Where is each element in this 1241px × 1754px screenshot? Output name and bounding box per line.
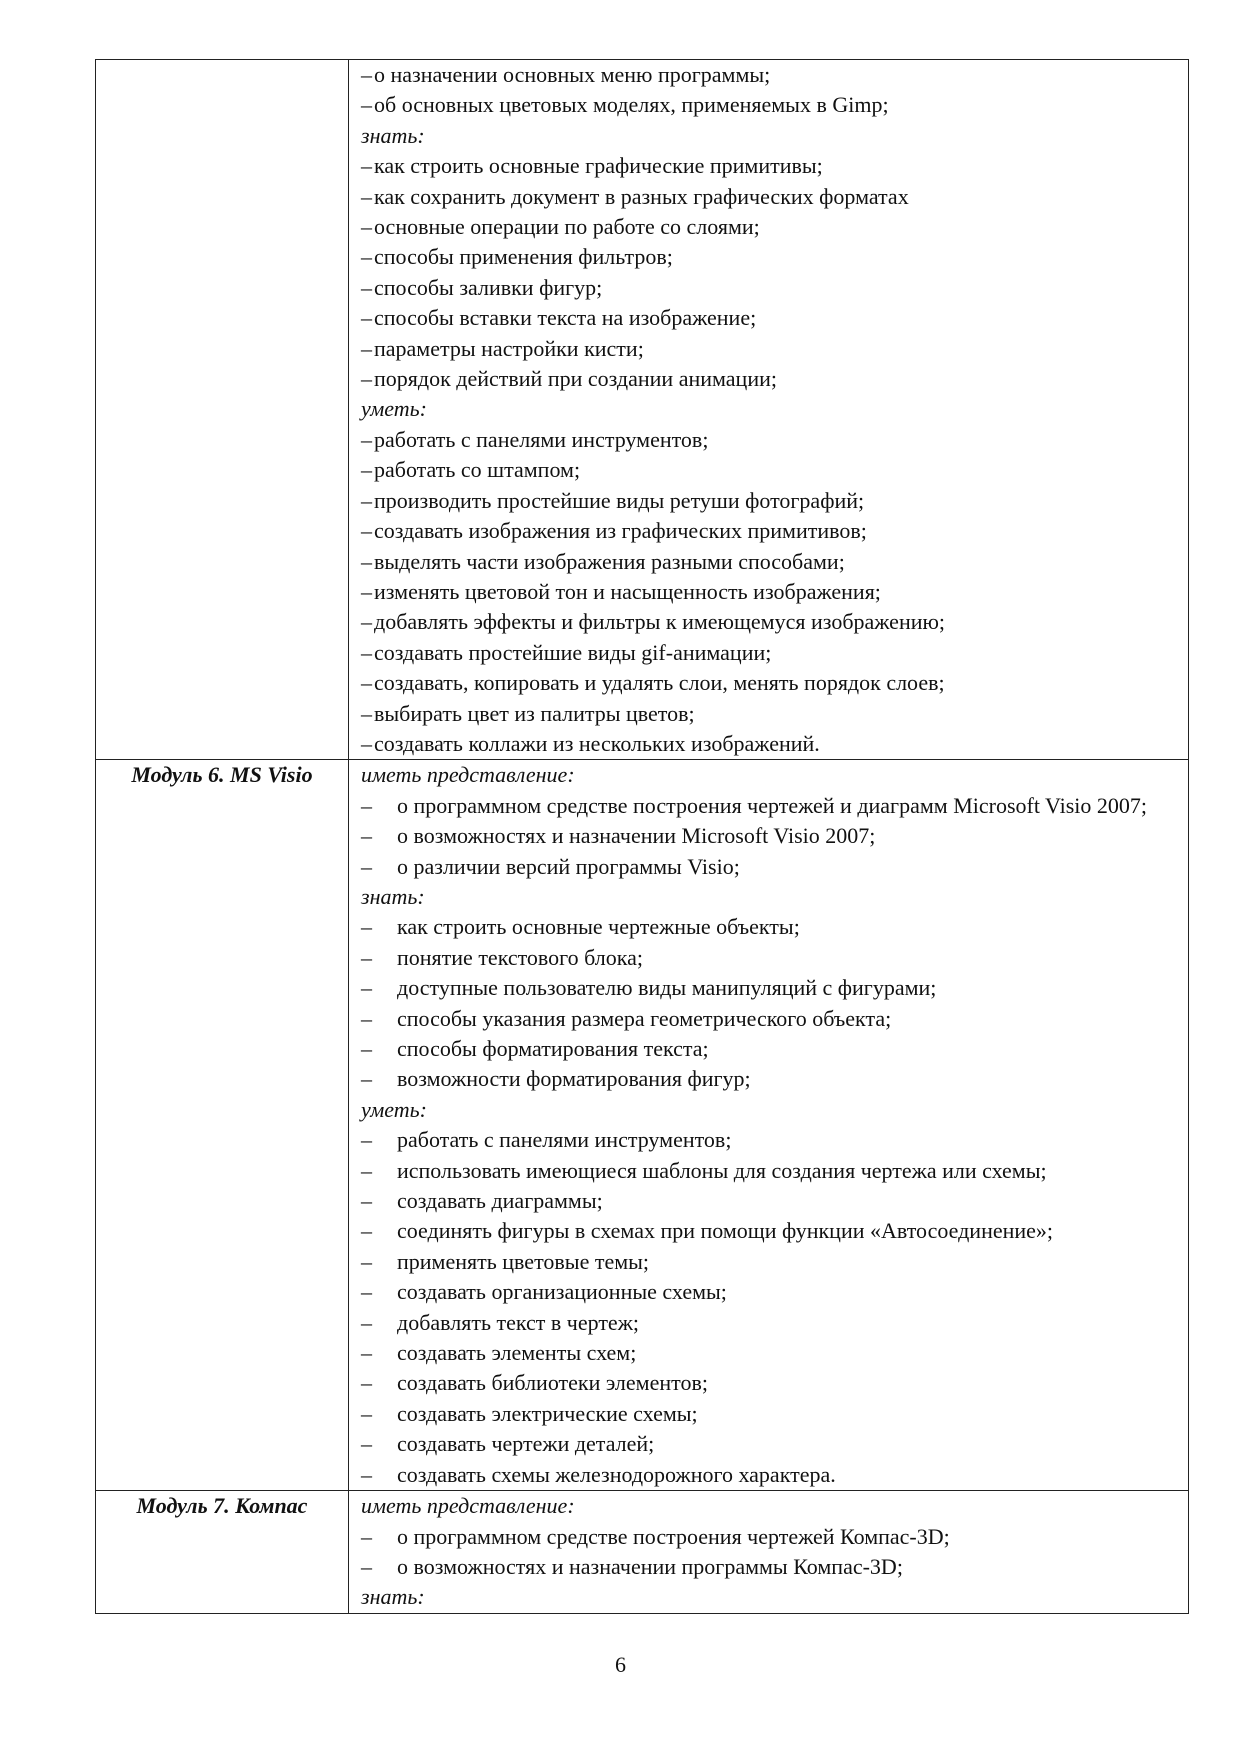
list-item-text: способы заливки фигур; [374,274,603,300]
module-content [349,1491,1189,1614]
list-item-text: соединять фигуры в схемах при помощи функции «Автосоединение»; [397,1218,1054,1244]
list-item-text: о программном средстве построения чертежей и диаграмм Microsoft Visio 2007; [397,792,1148,818]
list-item-text: создавать диаграммы; [397,1188,603,1214]
section-heading: знать: [361,122,425,148]
section-heading: уметь: [361,1096,427,1122]
list-item-text: доступные пользователю виды манипуляций с фигурами; [397,975,937,1001]
list-item [361,364,1178,394]
dash-bullet: – [361,153,372,179]
list-item [361,1034,1178,1064]
list-item [361,303,1178,333]
list-item-text: создавать библиотеки элементов; [397,1370,708,1396]
dash-bullet: – [361,1036,372,1061]
list-item [361,1125,1178,1155]
dash-bullet: – [361,518,372,544]
list-item-text: создавать простейшие виды gif-анимации; [374,639,772,665]
module-title: Модуль 6. MS Visio [96,760,349,1491]
dash-bullet: – [361,366,372,392]
list-item-text: применять цветовые темы; [397,1248,650,1274]
list-item-text: способы указания размера геометрического объекта; [397,1005,892,1031]
list-item-text: о различии версий программы Visio; [397,853,740,879]
list-item-text: выбирать цвет из палитры цветов; [374,700,695,726]
list-item-text: способы применения фильтров; [374,244,673,270]
dash-bullet: – [361,1309,372,1335]
list-item-text: работать с панелями инструментов; [397,1127,732,1153]
list-item-text: производить простейшие виды ретуши фотографий; [374,487,865,513]
list-item [361,60,1178,90]
table-row [96,1491,1189,1614]
list-item [361,607,1178,637]
dash-bullet: – [361,457,372,483]
list-item [361,1522,1178,1552]
list-item [361,1338,1178,1368]
modules-table [95,59,1189,1614]
list-item-text: изменять цветовой тон и насыщенность изображения; [374,578,881,604]
dash-bullet: – [361,1279,372,1305]
dash-bullet: – [361,487,372,513]
list-item-text: возможности форматирования фигур; [397,1066,751,1092]
list-item-text: понятие текстового блока; [397,944,643,970]
dash-bullet: – [361,92,372,118]
list-item [361,943,1178,973]
module-content [349,760,1189,1491]
dash-bullet: – [361,639,372,665]
dash-bullet: – [361,1523,372,1549]
dash-bullet: – [361,670,372,696]
page-number: 6 [615,1652,626,1677]
list-item [361,1368,1178,1398]
section-heading: уметь: [361,396,427,422]
list-item [361,547,1178,577]
dash-bullet: – [361,1461,372,1487]
dash-bullet: – [361,1340,372,1366]
dash-bullet: – [361,609,372,635]
dash-bullet: – [361,305,372,331]
list-item-text: как строить основные чертежные объекты; [397,914,800,940]
dash-bullet: – [361,853,372,879]
dash-bullet: – [361,1157,372,1183]
list-item [361,577,1178,607]
list-item [361,486,1178,516]
list-item-text: создавать изображения из графических примитивов; [374,518,867,544]
dash-bullet: – [361,792,372,818]
list-item [361,729,1178,759]
dash-bullet: – [361,730,372,756]
list-item [361,1308,1178,1338]
dash-bullet: – [361,1248,372,1274]
list-item-text: добавлять текст в чертеж; [397,1309,640,1335]
list-item-text: порядок действий при создании анимации; [374,366,777,392]
dash-bullet: – [361,700,372,726]
list-item-text: способы вставки текста на изображение; [374,305,757,331]
list-item-text: добавлять эффекты и фильтры к имеющемуся изображению; [374,609,946,635]
table-row [96,60,1189,760]
list-item-text: о назначении основных меню программы; [374,62,771,87]
list-item-text: как сохранить документ в разных графических форматах [374,183,909,209]
dash-bullet: – [361,62,372,87]
list-item [361,1552,1178,1582]
list-item-text: создавать схемы железнодорожного характера. [397,1461,836,1487]
list-item-text: как строить основные графические примитивы; [374,153,823,179]
list-item [361,1064,1178,1094]
module-title: Модуль 7. Компас [96,1491,349,1614]
list-item-text: о программном средстве построения чертежей Компас-3D; [397,1523,950,1549]
dash-bullet: – [361,426,372,452]
list-item-text: способы форматирования текста; [397,1036,709,1061]
dash-bullet: – [361,944,372,970]
list-item [361,1156,1178,1186]
list-item-text: об основных цветовых моделях, применяемых в Gimp; [374,92,889,118]
module-content [349,60,1189,760]
list-item [361,151,1178,181]
list-item [361,1399,1178,1429]
list-item [361,425,1178,455]
list-item-text: использовать имеющиеся шаблоны для создания чертежа или схемы; [397,1157,1047,1183]
list-item [361,1277,1178,1307]
dash-bullet: – [361,244,372,270]
dash-bullet: – [361,335,372,361]
dash-bullet: – [361,914,372,940]
list-item [361,1186,1178,1216]
list-item-text: создавать коллажи из нескольких изображений. [374,730,820,756]
dash-bullet: – [361,1127,372,1153]
list-item [361,1247,1178,1277]
dash-bullet: – [361,1431,372,1457]
section-heading: иметь представление: [361,1493,575,1519]
list-item [361,1460,1178,1490]
list-item [361,821,1178,851]
dash-bullet: – [361,1218,372,1244]
list-item [361,638,1178,668]
list-item [361,973,1178,1003]
list-item [361,852,1178,882]
list-item [361,90,1178,120]
list-item-text: работать с панелями инструментов; [374,426,709,452]
list-item [361,516,1178,546]
list-item [361,1216,1178,1246]
dash-bullet: – [361,274,372,300]
list-item-text: создавать чертежи деталей; [397,1431,655,1457]
dash-bullet: – [361,823,372,849]
dash-bullet: – [361,1066,372,1092]
list-item [361,1004,1178,1034]
list-item-text: параметры настройки кисти; [374,335,644,361]
dash-bullet: – [361,1370,372,1396]
list-item [361,699,1178,729]
list-item-text: создавать электрические схемы; [397,1400,698,1426]
list-item [361,1429,1178,1459]
list-item [361,334,1178,364]
list-item-text: создавать организационные схемы; [397,1279,727,1305]
table-row [96,760,1189,1491]
list-item [361,791,1178,821]
dash-bullet: – [361,1400,372,1426]
list-item-text: о возможностях и назначении программы Компас-3D; [397,1553,903,1579]
list-item-text: создавать элементы схем; [397,1340,637,1366]
list-item [361,668,1178,698]
list-item [361,212,1178,242]
list-item-text: о возможностях и назначении Microsoft Visio 2007; [397,823,876,849]
list-item-text: основные операции по работе со слоями; [374,214,760,240]
list-item [361,182,1178,212]
list-item-text: работать со штампом; [374,457,581,483]
dash-bullet: – [361,1553,372,1579]
dash-bullet: – [361,975,372,1001]
list-item [361,242,1178,272]
dash-bullet: – [361,548,372,574]
dash-bullet: – [361,1005,372,1031]
section-heading: иметь представление: [361,762,575,788]
list-item [361,912,1178,942]
list-item [361,455,1178,485]
section-heading: знать: [361,1584,425,1610]
list-item-text: выделять части изображения разными способами; [374,548,845,574]
dash-bullet: – [361,578,372,604]
section-heading: знать: [361,883,425,909]
list-item [361,273,1178,303]
dash-bullet: – [361,214,372,240]
list-item-text: создавать, копировать и удалять слои, менять порядок слоев; [374,670,945,696]
module-title [96,60,349,760]
dash-bullet: – [361,183,372,209]
dash-bullet: – [361,1188,372,1214]
